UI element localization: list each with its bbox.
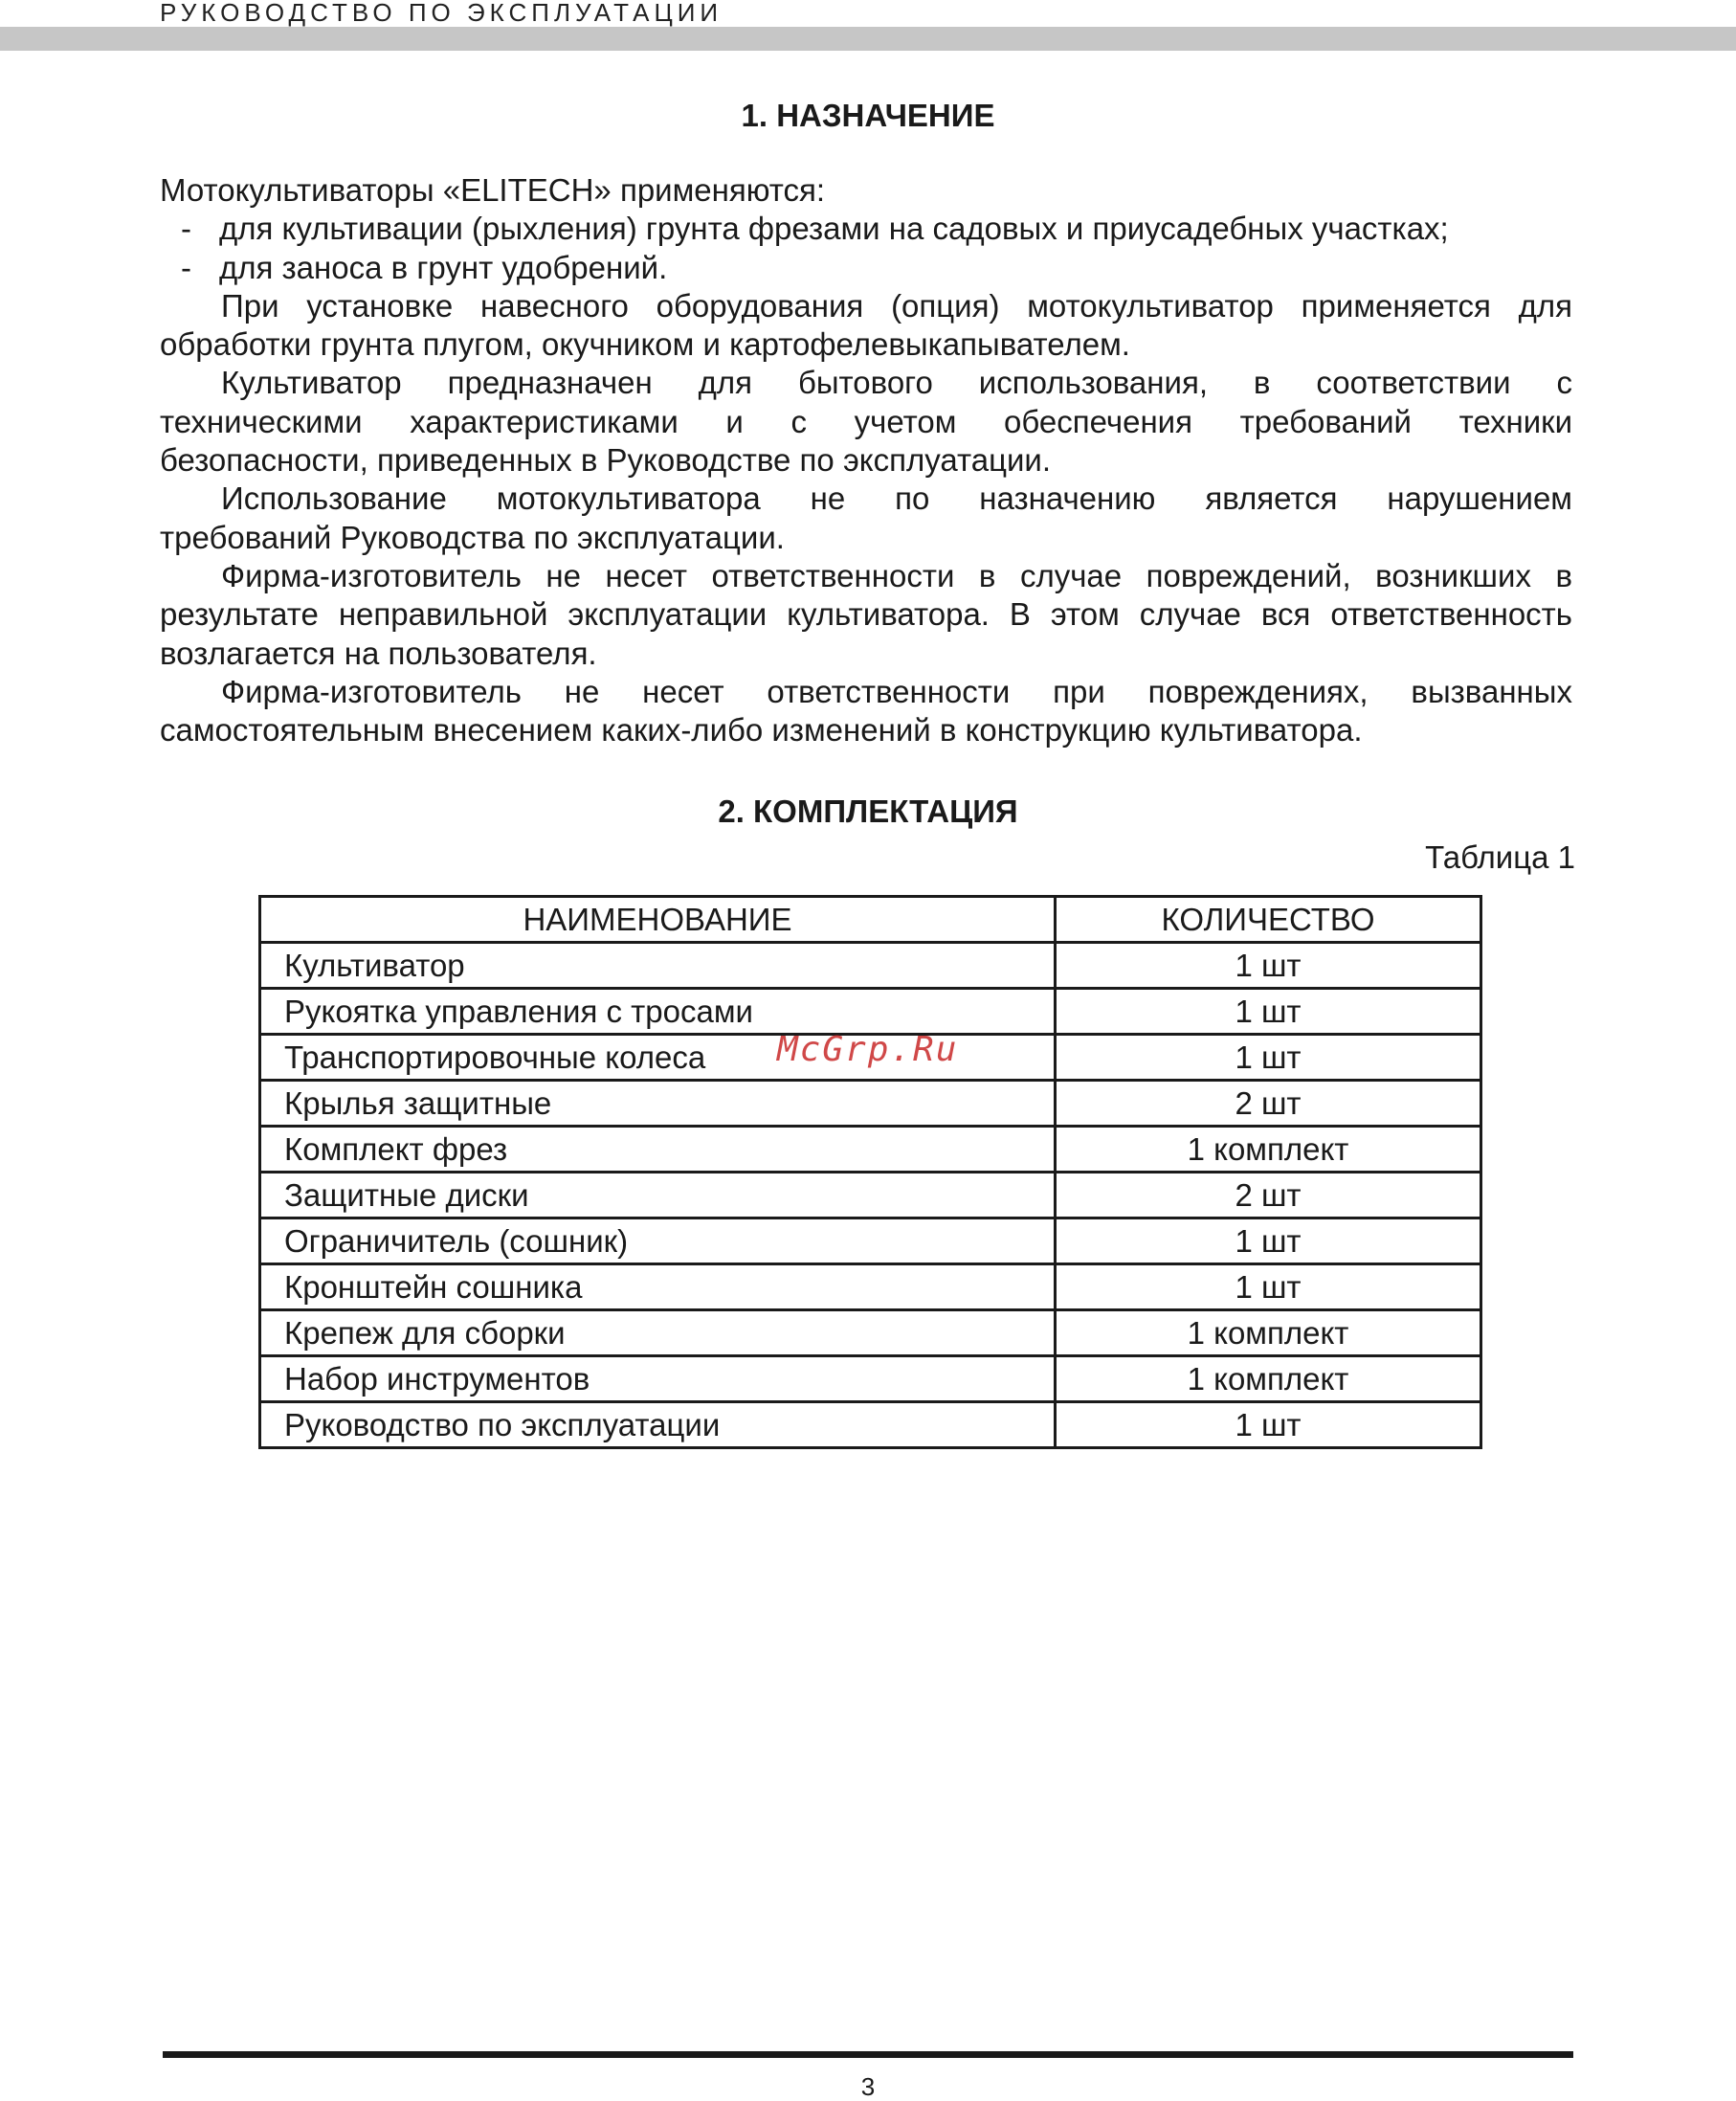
paragraph-line: Использование мотокультиватора не по назначению является нарушением	[221, 481, 1572, 517]
table-row	[260, 1402, 1481, 1448]
paragraph-line: возлагается на пользователя.	[160, 635, 597, 671]
item-quantity: 2 шт	[1056, 1081, 1481, 1127]
item-quantity: 1 шт	[1056, 1264, 1481, 1310]
table-row	[260, 1218, 1481, 1264]
bullet-text: для культивации (рыхления) грунта фрезами на садовых и приусадебных участках;	[219, 211, 1449, 247]
paragraph-line: Культиватор предназначен для бытового использования, в соответствии с	[221, 365, 1572, 401]
item-name: Руководство по эксплуатации	[260, 1402, 1056, 1448]
section-1-title: 1. НАЗНАЧЕНИЕ	[741, 98, 995, 133]
item-name: Транспортировочные колеса	[260, 1035, 1056, 1081]
table-row	[260, 989, 1481, 1035]
paragraph-line: самостоятельным внесением каких-либо изменений в конструкцию культиватора.	[160, 712, 1363, 749]
item-quantity: 1 комплект	[1056, 1356, 1481, 1402]
bullet-text: для заноса в грунт удобрений.	[219, 249, 668, 285]
bullet-item	[160, 210, 1572, 248]
bullet-dash: -	[181, 211, 191, 247]
bullet-item	[160, 249, 1572, 287]
item-name: Ограничитель (сошник)	[260, 1218, 1056, 1264]
running-header: РУКОВОДСТВО ПО ЭКСПЛУАТАЦИИ	[160, 0, 723, 27]
item-name: Защитные диски	[260, 1173, 1056, 1218]
item-name: Крепеж для сборки	[260, 1310, 1056, 1356]
kit-table	[258, 895, 1482, 1449]
table-row	[260, 1173, 1481, 1218]
paragraph-line: обработки грунта плугом, окучником и картофелевыкапывателем.	[160, 326, 1130, 363]
table-row	[260, 1310, 1481, 1356]
item-quantity: 1 комплект	[1056, 1127, 1481, 1173]
bullet-dash: -	[181, 249, 191, 285]
paragraph-line: Фирма-изготовитель не несет ответственности в случае повреждений, возникших в	[221, 557, 1572, 593]
intro-line: Мотокультиваторы «ELITECH» применяются:	[160, 172, 826, 208]
item-quantity: 1 шт	[1056, 943, 1481, 989]
item-quantity: 1 шт	[1056, 1402, 1481, 1448]
table-row	[260, 943, 1481, 989]
paragraph-line: безопасности, приведенных в Руководстве по эксплуатации.	[160, 442, 1052, 479]
item-quantity: 1 шт	[1056, 1218, 1481, 1264]
section-2-title: 2. КОМПЛЕКТАЦИЯ	[718, 793, 1018, 829]
item-name: Крылья защитные	[260, 1081, 1056, 1127]
item-quantity: 1 шт	[1056, 1035, 1481, 1081]
table-row	[260, 1081, 1481, 1127]
item-name: Рукоятка управления с тросами	[260, 989, 1056, 1035]
paragraph-line: При установке навесного оборудования (опция) мотокультиватор применяется для	[221, 287, 1572, 324]
table-row	[260, 1356, 1481, 1402]
item-name: Комплект фрез	[260, 1127, 1056, 1173]
page-number: 3	[860, 2072, 876, 2101]
table-caption: Таблица 1	[1425, 839, 1575, 875]
paragraph-line: требований Руководства по эксплуатации.	[160, 519, 785, 555]
item-quantity: 1 шт	[1056, 989, 1481, 1035]
column-header-name: НАИМЕНОВАНИЕ	[260, 897, 1056, 943]
section-1-body	[160, 171, 1572, 749]
item-name: Набор инструментов	[260, 1356, 1056, 1402]
paragraph-line: техническими характеристиками и с учетом обеспечения требований техники	[160, 403, 1572, 439]
table-row	[260, 1127, 1481, 1173]
item-quantity: 2 шт	[1056, 1173, 1481, 1218]
footer-rule	[163, 2051, 1573, 2058]
item-quantity: 1 комплект	[1056, 1310, 1481, 1356]
paragraph-line: Фирма-изготовитель не несет ответственности при повреждениях, вызванных	[221, 673, 1572, 709]
item-name: Культиватор	[260, 943, 1056, 989]
table-row	[260, 1264, 1481, 1310]
item-name: Кронштейн сошника	[260, 1264, 1056, 1310]
paragraph-line: результате неправильной эксплуатации культиватора. В этом случае вся ответственность	[160, 596, 1572, 633]
watermark: McGrp.Ru	[777, 1030, 959, 1069]
header-bar	[0, 27, 1736, 51]
column-header-quantity: КОЛИЧЕСТВО	[1056, 897, 1481, 943]
table-header-row	[260, 897, 1481, 943]
